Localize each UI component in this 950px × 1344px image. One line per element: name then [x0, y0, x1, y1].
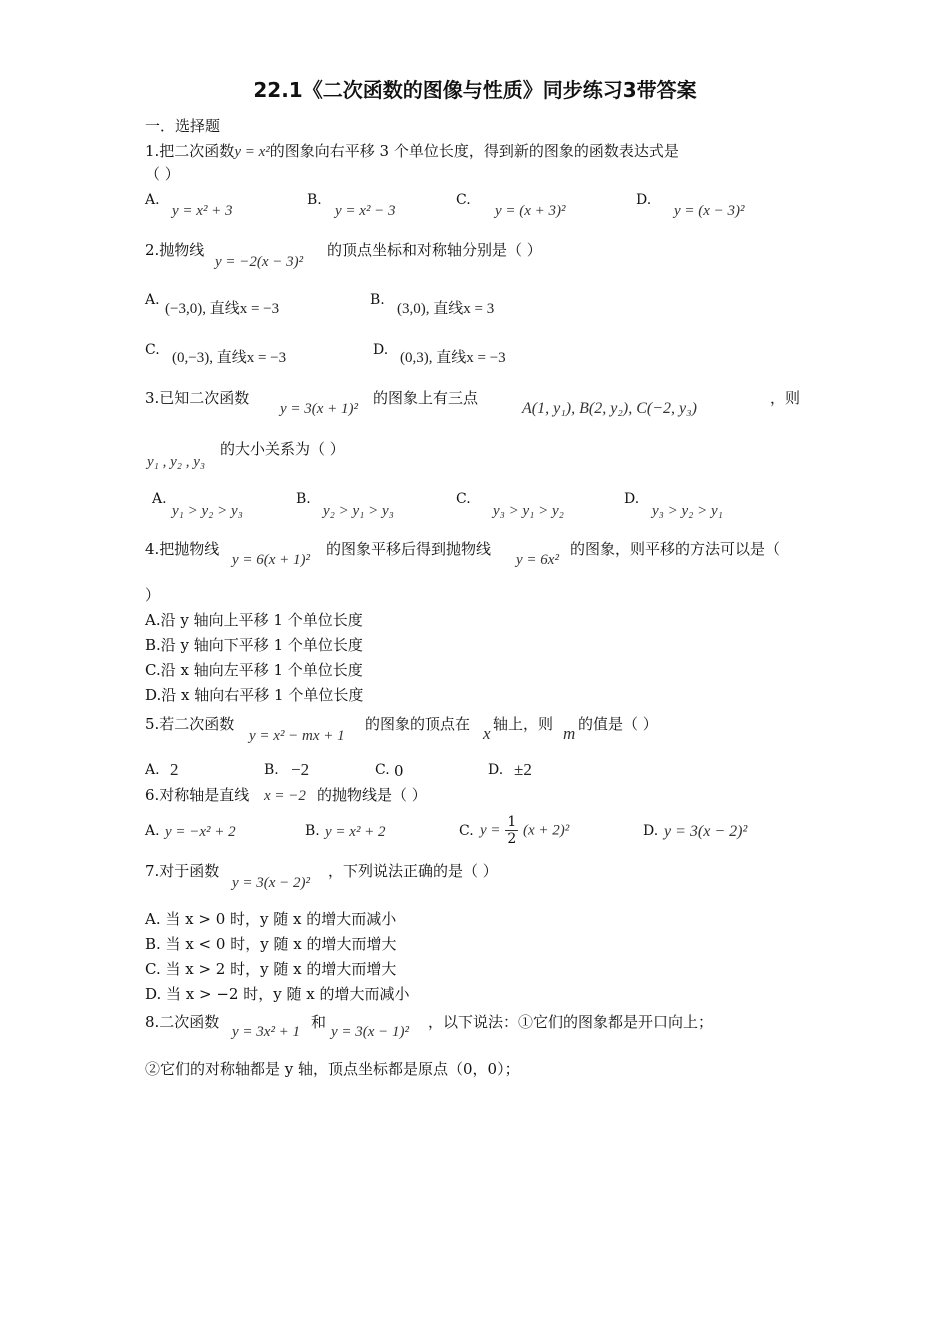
question-4-expr1: y = 6(x + 1)² — [232, 552, 311, 568]
q1-option-a: y = x² + 3 — [172, 203, 233, 219]
q6-option-d: y = 3(x − 2)² — [664, 823, 748, 840]
q5-option-b: −2 — [291, 760, 310, 779]
q1-option-c: y = (x + 3)² — [495, 203, 566, 219]
q1-option-a-label: A. — [145, 192, 160, 208]
question-6-lead: 6.对称轴是直线 — [145, 786, 250, 804]
question-1-paren: （ ） — [145, 165, 180, 183]
q7-option-c: C. 当 x > 2 时，y 随 x 的增大而增大 — [145, 960, 397, 978]
question-2-expr: y = −2(x − 3)² — [215, 254, 304, 270]
q6-option-b-label: B. — [305, 823, 320, 839]
question-8-expr2: y = 3(x − 1)² — [331, 1024, 410, 1040]
q1-option-b: y = x² − 3 — [335, 203, 396, 219]
question-8-line2: ②它们的对称轴都是 y 轴，顶点坐标都是原点（0，0）； — [145, 1060, 520, 1078]
q3-option-c-label: C. — [456, 491, 471, 507]
question-2-lead: 2.抛物线 — [145, 241, 205, 259]
q1-option-d-label: D. — [636, 192, 652, 208]
question-5-expr: y = x² − mx + 1 — [249, 728, 345, 744]
q3-option-c: y₃ > y₁ > y₂ — [493, 503, 564, 519]
q2-option-c: (0,−3), 直线x = −3 — [172, 350, 287, 366]
question-3-mid: 的图象上有三点 — [373, 389, 479, 407]
q1-option-b-label: B. — [307, 192, 322, 208]
question-8-and: 和 — [311, 1013, 327, 1031]
question-3-vars: y₁ , y₂ , y₃ — [147, 454, 206, 470]
q5-option-a-label: A. — [145, 762, 160, 778]
question-7-tail: ，下列说法正确的是（ ） — [328, 862, 498, 880]
question-4-expr2: y = 6x² — [516, 552, 559, 568]
question-5-mid2: 轴上，则 — [493, 715, 554, 733]
q5-option-d: ±2 — [514, 760, 532, 779]
q1-option-d: y = (x − 3)² — [674, 203, 745, 219]
q3-option-d: y₃ > y₂ > y₁ — [652, 503, 723, 519]
q3-option-b-label: B. — [296, 491, 311, 507]
q3-option-b: y₂ > y₁ > y₃ — [323, 503, 394, 519]
q6-option-b: y = x² + 2 — [325, 824, 386, 840]
question-8-lead: 8.二次函数 — [145, 1013, 220, 1031]
q4-option-a: A.沿 y 轴向上平移 1 个单位长度 — [145, 611, 363, 629]
q5-option-a: 2 — [170, 760, 179, 779]
q1-option-c-label: C. — [456, 192, 471, 208]
q2-option-d-label: D. — [373, 342, 389, 358]
q3-option-a: y₁ > y₂ > y₃ — [172, 503, 243, 519]
question-4-lead: 4.把抛物线 — [145, 540, 220, 558]
q7-option-a: A. 当 x > 0 时，y 随 x 的增大而减小 — [145, 910, 397, 928]
q6-option-a-label: A. — [145, 823, 160, 839]
question-4-close: ） — [145, 586, 161, 604]
question-5-tail: 的值是（ ） — [578, 715, 658, 733]
q5-option-c-label: C. — [375, 762, 390, 778]
q4-option-d: D.沿 x 轴向右平移 1 个单位长度 — [145, 686, 364, 704]
q4-option-b: B.沿 y 轴向下平移 1 个单位长度 — [145, 636, 363, 654]
question-7-lead: 7.对于函数 — [145, 862, 220, 880]
q4-option-c: C.沿 x 轴向左平移 1 个单位长度 — [145, 661, 363, 679]
q2-option-a: (−3,0), 直线x = −3 — [165, 301, 280, 317]
question-8-expr1: y = 3x² + 1 — [232, 1024, 301, 1040]
q2-option-b: (3,0), 直线x = 3 — [397, 301, 495, 317]
question-3-points: A(1, y₁), B(2, y₂), C(−2, y₃) — [522, 400, 697, 417]
question-4-mid: 的图象平移后得到抛物线 — [326, 540, 492, 558]
question-5-var-x: x — [483, 724, 491, 743]
q5-option-c: 0 — [394, 762, 404, 780]
q6-option-d-label: D. — [643, 823, 659, 839]
question-8-tail: ，以下说法：①它们的图象都是开口向上； — [428, 1013, 714, 1031]
q7-option-d: D. 当 x > −2 时，y 随 x 的增大而减小 — [145, 985, 410, 1003]
question-7-expr: y = 3(x − 2)² — [232, 875, 311, 891]
q2-option-b-label: B. — [370, 292, 385, 308]
question-3-expr: y = 3(x + 1)² — [280, 401, 359, 417]
q2-option-d: (0,3), 直线x = −3 — [400, 350, 506, 366]
q6-option-a: y = −x² + 2 — [165, 824, 236, 840]
question-6-tail: 的抛物线是（ ） — [317, 786, 427, 804]
question-5-mid: 的图象的顶点在 — [365, 715, 471, 733]
q2-option-a-label: A. — [145, 292, 160, 308]
fraction-one-half: $\frac{1}{2}$ — [507, 814, 517, 847]
question-3-tail: 的大小关系为（ ） — [220, 440, 345, 458]
question-5-var-m: m — [563, 724, 576, 743]
q5-option-d-label: D. — [488, 762, 504, 778]
q3-option-d-label: D. — [624, 491, 640, 507]
question-1: 1.把二次函数y = x²的图象向右平移 3 个单位长度，得到新的图象的函数表达式是 — [145, 142, 679, 160]
q5-option-b-label: B. — [264, 762, 279, 778]
q6-option-c-label: C. — [459, 823, 474, 839]
question-3-then: ，则 — [770, 389, 801, 407]
page-title: 22.1《二次函数的图像与性质》同步练习3带答案 — [253, 78, 697, 102]
question-3-lead: 3.已知二次函数 — [145, 389, 250, 407]
question-6-expr: x = −2 — [264, 788, 306, 804]
question-5-lead: 5.若二次函数 — [145, 715, 235, 733]
q7-option-b: B. 当 x < 0 时，y 随 x 的增大而增大 — [145, 935, 397, 953]
question-2-tail: 的顶点坐标和对称轴分别是（ ） — [327, 241, 542, 259]
question-4-tail: 的图象，则平移的方法可以是（ — [570, 540, 781, 558]
section-heading: 一．选择题 — [145, 117, 221, 135]
q6-option-c: y = $\frac{1}{2}$ (x + 2)² — [480, 814, 570, 847]
q2-option-c-label: C. — [145, 342, 160, 358]
q3-option-a-label: A. — [152, 491, 167, 507]
